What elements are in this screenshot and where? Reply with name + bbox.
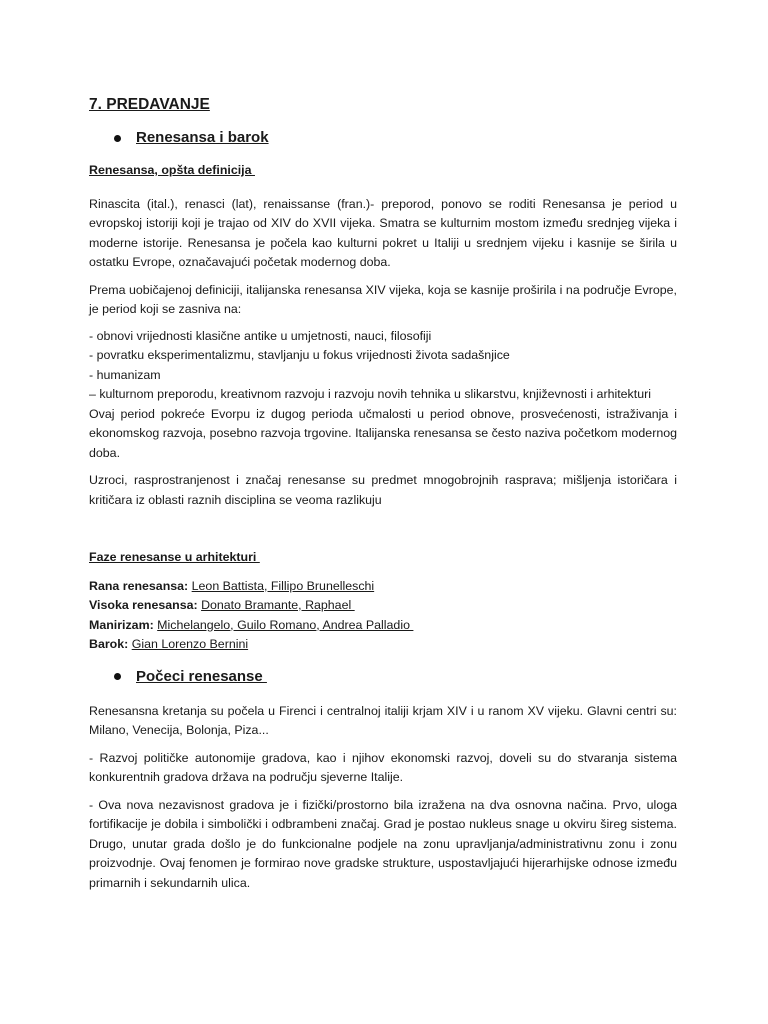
phase-architects: Michelangelo, Guilo Romano, Andrea Palladio [157,617,414,632]
phase-row-early [89,577,677,597]
phase-architects: Donato Bramante, Raphael [201,598,355,612]
phase-label: Rana renesansa: [89,578,189,593]
section-heading-text: Počeci renesanse [136,667,267,685]
subheading-architecture-phases: Faze renesanse u arhitekturi [89,550,260,564]
list-item: - povratku eksperimentalizmu, stavljanju u fokus vrijednosti života sadašnjice [89,348,510,362]
document-content [89,95,677,893]
list-item: – kulturnom preporodu, kreativnom razvoju i razvoju novih tehnika u slikarstvu, književnosti i arhitekturi [89,387,651,401]
phase-architects: Gian Lorenzo Bernini [131,637,249,651]
list-item: - obnovi vrijednosti klasične antike u umjetnosti, nauci, filosofiji [89,328,432,343]
phase-row-mannerism [89,616,677,636]
phase-label: Manirizam: [89,617,154,632]
paragraph-common-definition: Prema uobičajenoj definiciji, italijanska renesansa XIV vijeka, koja se kasnije proširila i na područje Evrope, je period koji se zasniva na: [89,282,677,316]
section-heading-text: Renesansa i barok [136,129,269,146]
paragraph-beginnings: Renesansna kretanja su počela u Firenci i centralnoj italiji krjam XIV i u ranom XV vijeku. Glavni centri su: Milano, Venecija, Bolonja, Piza... [89,703,677,737]
phase-row-baroque [89,635,677,655]
bullet-icon [114,673,121,680]
section-heading-poceci-renesanse [89,667,677,687]
paragraph-period-impact: Ovaj period pokreće Evorpu iz dugog perioda učmalosti u period obnove, prosvećenosti, istraživanja i ekonomskog razvoja, posebno razvoja trgovine. Italijanska renesansa se često naziva početkom modernog doba. [89,406,677,460]
phases-list [89,577,677,655]
paragraph-political-autonomy: - Razvoj političke autonomije gradova, kao i njihov ekonomski razvoj, doveli su do stvaranja sistema konkurentnih gradova država na području sjeverne Italije. [89,750,677,784]
phase-architects: Leon Battista, Fillipo Brunelleschi [191,578,375,593]
phase-label: Barok: [89,637,129,651]
list-item: - humanizam [89,367,161,382]
bullet-icon [114,135,121,142]
phase-label: Visoka renesansa: [89,598,198,612]
paragraph-definition: Rinascita (ital.), renasci (lat), renaissanse (fran.)- preporod, ponovo se roditi Renesansa je period u evropskoj istoriji koji je trajao od XIV do XVII vijeka. Smatra se kulturnim mostom između srednjeg vijeka i moderne istorije. Renesansa je počela kao kulturni pokret u Italiji u srednjem vijeku i kasnije se širila u ostatku Evrope, označavajući početak modernog doba. [89,196,677,269]
characteristics-list [89,327,677,405]
paragraph-city-independence: - Ova nova nezavisnost gradova je i fizički/prostorno bila izražena na dva osnovna načina. Prvo, uloga fortifikacije je dobila i simbolički i odbrambeni značaj. Grad je postao nukleus snage u okviru šireg sistema. Drugo, unutar grada došlo je do funkcionalne podjele na zonu upravljanja/administrativnu zonu i zonu proizvodnje. Ovaj fenomen je formirao nove gradske strukture, uspostavljajući hijerarhijske odnose između primarnih i sekundarnih ulica. [89,797,677,890]
phase-row-high [89,596,677,616]
section-heading-renesansa-i-barok [89,128,677,148]
lecture-title: 7. PREDAVANJE [89,96,210,113]
subheading-general-definition: Renesansa, opšta definicija [89,163,255,177]
paragraph-causes: Uzroci, rasprostranjenost i značaj renesanse su predmet mnogobrojnih rasprava; mišljenja istoričara i kritičara iz oblasti raznih disciplina se veoma razlikuju [89,473,677,507]
